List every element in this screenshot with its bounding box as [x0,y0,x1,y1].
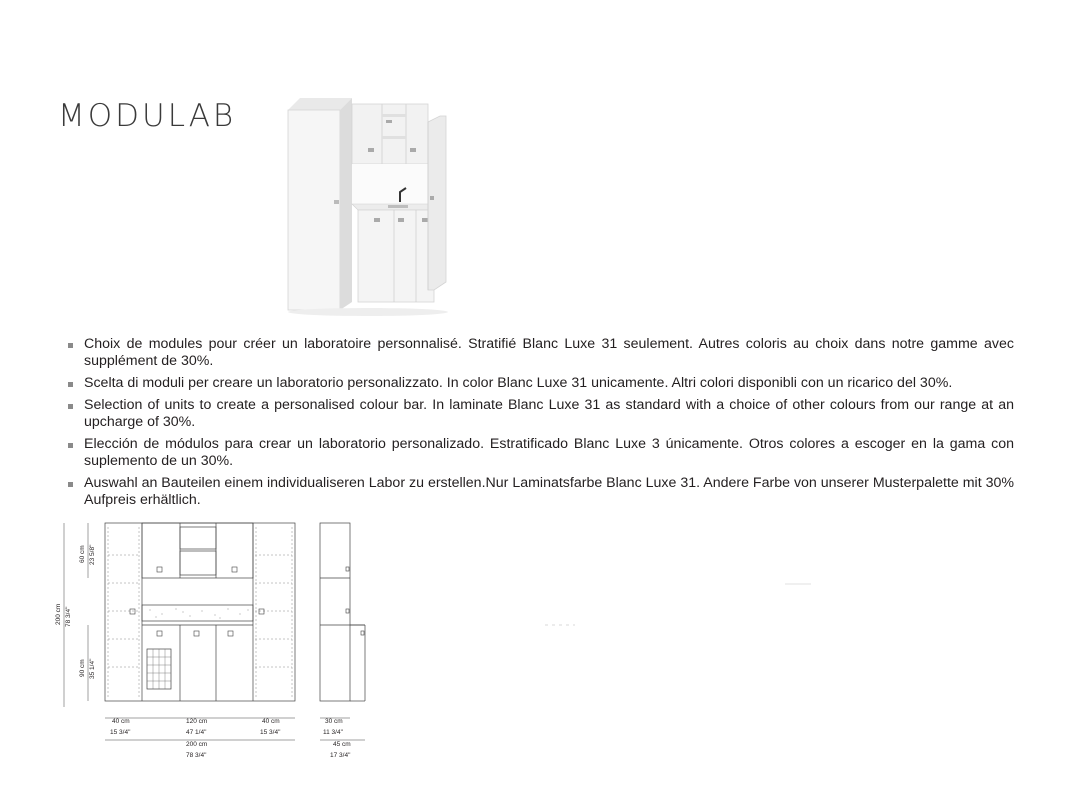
dim-total-width-in: 78 3/4" [186,752,207,759]
description-fr: Choix de modules pour créer un laboratoire personnalisé. Stratifié Blanc Luxe 31 seulement. Autres coloris au choix dans notre gamme avec supplément de 30%. [68,336,1014,370]
dim-mid-width-cm: 120 cm [186,718,208,725]
dim-side-total-cm: 45 cm [333,741,351,748]
description-it: Scelta di moduli per creare un laboratorio personalizzato. In color Blanc Luxe 31 unicamente. Altri colori disponibli con un ricarico del 30%. [68,375,1014,392]
dim-lower-in: 35 1/4" [89,658,96,679]
dim-left-width-cm: 40 cm [112,718,130,725]
dim-right-width-in: 15 3/4" [260,729,281,736]
technical-drawing [50,515,380,765]
description-de: Auswahl an Bauteilen einem individualiseren Labor zu erstellen.Nur Laminatsfarbe Blanc Luxe 31. Andere Farbe von unserer Musterpalette mit 30% Aufpreis erhältlich. [68,475,1014,509]
description-list [68,336,1014,514]
dim-side-depth-in: 11 3/4" [323,729,343,736]
dim-side-depth-cm: 30 cm [325,718,343,725]
dim-left-width-in: 15 3/4" [110,729,131,736]
dim-right-width-cm: 40 cm [262,718,280,725]
description-en: Selection of units to create a personalised colour bar. In laminate Blanc Luxe 31 as standard with a choice of other colours from our range at an upcharge of 30%. [68,397,1014,431]
product-photo [278,92,468,317]
description-es: Elección de módulos para crear un laboratorio personalizado. Estratificado Blanc Luxe 3 únicamente. Otros colores a escoger en la gama con suplemento de un 30%. [68,436,1014,470]
dim-height-total-cm: 200 cm [55,603,62,625]
scan-artifact [785,582,811,586]
dim-upper-in: 23 5/8" [89,544,96,565]
dim-total-width-cm: 200 cm [186,741,208,748]
dim-lower-cm: 90 cm [79,659,86,677]
dim-side-total-in: 17 3/4" [330,752,351,759]
dim-mid-width-in: 47 1/4" [186,729,207,736]
dim-height-total-in: 78 3/4" [65,606,72,627]
dim-upper-cm: 60 cm [79,545,86,563]
scan-artifact [545,622,575,628]
product-title: MODULAB [58,98,237,134]
